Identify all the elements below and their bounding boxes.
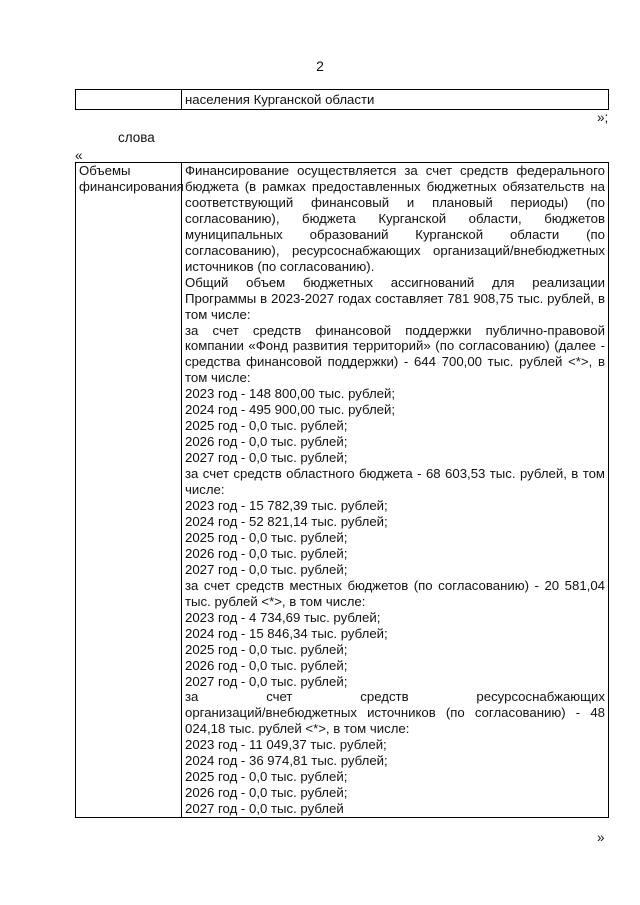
- page-number: 2: [316, 58, 324, 74]
- list-item: 2024 год - 495 900,00 тыс. рублей;: [185, 402, 396, 418]
- table-row: [76, 90, 609, 110]
- list-item: 2023 год - 148 800,00 тыс. рублей;: [185, 386, 396, 402]
- label-line: Объемы: [79, 163, 131, 178]
- regional-heading: за счет средств областного бюджета - 68 603,53 тыс. рублей, в том числе:: [185, 466, 605, 498]
- list-item: 2023 год - 4 734,69 тыс. рублей;: [185, 609, 381, 625]
- list-item: 2023 год - 15 782,39 тыс. рублей;: [185, 498, 388, 514]
- list-item: 2026 год - 0,0 тыс. рублей;: [185, 545, 348, 561]
- list-item: 2025 год - 0,0 тыс. рублей;: [185, 769, 348, 785]
- list-item: 2026 год - 0,0 тыс. рублей;: [185, 434, 348, 450]
- intro-paragraph: Финансирование осуществляется за счет средств федерального бюджета (в рамках предоставленных бюджетных обязательств на соответствующий финансовый и плановый периоды) (по согласованию), бюджета Курганской области, бюджетов муниципальных образований Курганской области (по согласованию), ресурсоснабжающих организаций/внебюджетных источников (по согласованию).: [185, 163, 605, 274]
- list-item: 2025 год - 0,0 тыс. рублей;: [185, 641, 348, 657]
- list-item: 2025 год - 0,0 тыс. рублей;: [185, 529, 348, 545]
- utilities-heading: организаций/внебюджетных источников (по согласованию) - 48 024,18 тыс. рублей <*>, в том числе:: [185, 705, 605, 737]
- list-item: 2024 год - 36 974,81 тыс. рублей;: [185, 753, 388, 769]
- list-item: 2023 год - 11 049,37 тыс. рублей;: [185, 737, 387, 753]
- table-row: [76, 163, 609, 818]
- list-item: 2027 год - 0,0 тыс. рублей;: [185, 561, 348, 577]
- fund-heading: за счет средств финансовой поддержки публично-правовой компании «Фонд развития территорий» (по согласованию) (далее - средства финансовой поддержки) - 644 700,00 тыс. рублей <*>, в том числе:: [185, 322, 605, 386]
- closing-quote-top: »;: [597, 110, 609, 125]
- top-table-fragment: [75, 89, 609, 110]
- financing-content-cell: [182, 163, 609, 818]
- word-slova: слова: [118, 130, 155, 145]
- list-item: 2026 год - 0,0 тыс. рублей;: [185, 785, 348, 801]
- opening-quote: «: [75, 148, 83, 163]
- financing-label-cell: [76, 163, 182, 818]
- list-item: 2025 год - 0,0 тыс. рублей;: [185, 418, 348, 434]
- table-cell-empty: [76, 90, 182, 110]
- list-item: 2027 год - 0,0 тыс. рублей: [185, 801, 344, 817]
- label-line: финансирования: [79, 179, 184, 194]
- closing-quote-bottom: »: [597, 830, 605, 845]
- total-paragraph: Общий объем бюджетных ассигнований для реализации Программы в 2023-2027 годах составляет 781 908,75 тыс. рублей, в том числе:: [185, 274, 605, 322]
- local-heading: за счет средств местных бюджетов (по согласованию) - 20 581,04 тыс. рублей <*>, в том числе:: [185, 577, 605, 609]
- utilities-heading-line: за счет средств ресурсоснабжающих: [185, 689, 605, 705]
- list-item: 2027 год - 0,0 тыс. рублей;: [185, 673, 348, 689]
- list-item: 2024 год - 52 821,14 тыс. рублей;: [185, 513, 388, 529]
- list-item: 2026 год - 0,0 тыс. рублей;: [185, 657, 348, 673]
- table-cell-population: населения Курганской области: [182, 90, 609, 110]
- list-item: 2027 год - 0,0 тыс. рублей;: [185, 450, 348, 466]
- financing-table: [75, 162, 609, 818]
- list-item: 2024 год - 15 846,34 тыс. рублей;: [185, 625, 388, 641]
